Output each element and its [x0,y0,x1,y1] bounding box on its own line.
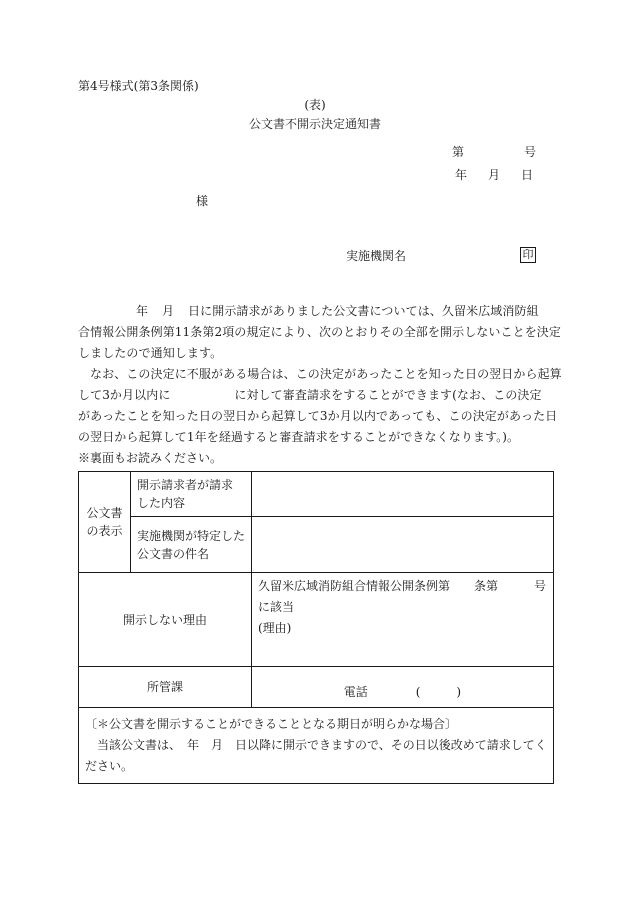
reverse-side-note: ※裏面もお読みください。 [78,451,223,465]
reason-line-2: に該当 [258,600,295,614]
body-line-1: 年 月 日に開示請求がありました公文書については、久留米広域消防組 [136,304,539,318]
body-line-6: があったことを知った日の翌日から起算して3か月以内であっても、この決定があった日 [78,409,558,423]
body-line-3: しましたので通知します。 [78,346,223,360]
footer-line-2: 当該公文書は、 年 月 日以降に開示できますので、その日以後改めて請求してく [97,738,547,752]
request-content-label-line-1: 開示請求者が請求 [137,478,234,492]
reason-label: 開示しない理由 [79,573,252,667]
group-label-line-2: の表示 [86,524,123,538]
document-title: 公文書不開示決定通知書 [248,117,381,131]
body-line-5: して3か月以内に に対して審査請求をすることができます(なお、この決定 [78,388,542,402]
document-name-label-line-2: 公文書の件名 [137,546,210,561]
group-label-line-1: 公文書 [86,506,123,520]
number-suffix: 号 [524,145,537,159]
document-name-field[interactable] [252,517,554,573]
notice-body [78,301,562,448]
request-content-field[interactable] [252,472,554,517]
document-display-label [79,472,131,573]
disclosure-date-note [79,708,554,784]
date-year-label: 年 [455,168,468,182]
form-number: 第4号様式(第3条関係) [78,79,199,93]
footer-line-1: 〔＊公文書を開示することができることとなる期日が明らかな場合〕 [85,717,458,731]
request-content-label [131,472,252,517]
body-line-7: の翌日から起算して1年を経過すると審査請求をすることができなくなります。)。 [78,430,520,444]
date-month-label: 月 [488,168,501,182]
side-label: (表) [304,98,326,112]
reason-field[interactable] [252,573,554,667]
agency-name-label: 実施機関名 [346,249,407,263]
seal-mark: 印 [520,247,536,263]
body-line-2: 合情報公開条例第11条第2項の規定により、次のとおりその全部を開示しないことを決定 [78,325,562,339]
department-label: 所管課 [79,667,252,708]
phone-field[interactable]: 電話 ( ) [252,667,554,708]
date-day-label: 日 [521,168,534,182]
body-line-4: なお、この決定に不服がある場合は、この決定があったことを知った日の翌日から起算 [90,367,562,381]
document-name-label-line-1: 実施機関が特定した [137,528,246,543]
reason-line-3: (理由) [258,621,292,635]
disclosure-table [78,471,554,784]
addressee-honorific: 様 [196,194,209,208]
number-prefix: 第 [452,145,465,159]
footer-line-3: ださい。 [85,759,134,773]
document-name-label [131,517,252,573]
request-content-label-line-2: した内容 [137,496,186,510]
reason-line-1: 久留米広域消防組合情報公開条例第 条第 号 [258,579,547,593]
